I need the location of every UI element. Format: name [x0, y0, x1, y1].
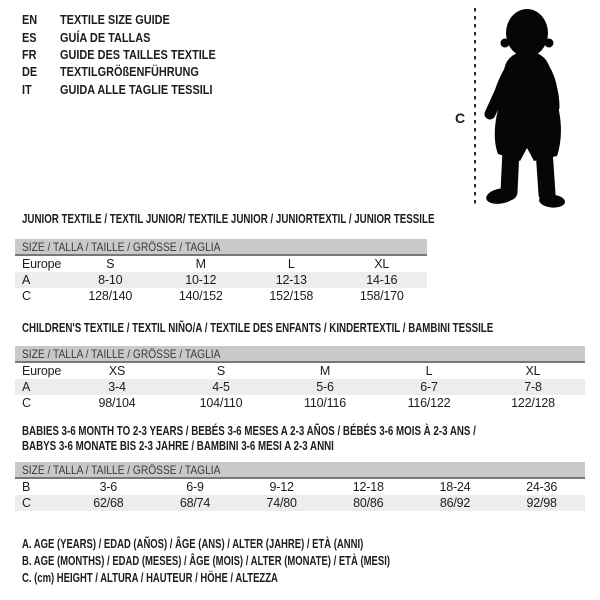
language-title-text: GUIDA ALLE TAGLIE TESSILI: [60, 81, 213, 97]
note-age-months: [22, 553, 526, 570]
table-row-age: [15, 272, 427, 288]
language-title-text: GUIDE DES TAILLES TEXTILE: [60, 46, 216, 62]
children-section-heading: [22, 320, 600, 335]
note-text: B. AGE (MONTHS) / EDAD (MESES) / ÂGE (MOIS) / ALTER (MONATE) / ETÀ (MESI): [22, 553, 390, 568]
legend-notes: [22, 536, 526, 587]
table-cell: 116/122: [407, 396, 451, 410]
babies-size-table: [15, 462, 585, 511]
row-label: C: [22, 289, 31, 303]
table-cell: 8-10: [65, 272, 156, 288]
children-heading-text: CHILDREN'S TEXTILE / TEXTIL NIÑO/A / TEXTILE DES ENFANTS / KINDERTEXTIL / BAMBINI TESSILE: [22, 320, 494, 335]
row-label: Europe: [22, 257, 62, 271]
table-cell: L: [425, 364, 433, 378]
table-cell: 4-5: [169, 379, 273, 395]
table-cell: S: [106, 257, 115, 271]
babies-heading-line1: BABIES 3-6 MONTH TO 2-3 YEARS / BEBÉS 3-6 MESES A 2-3 AÑOS / BÉBÉS 3-6 MOIS À 2-3 ANS /: [22, 423, 476, 438]
note-age-years: [22, 536, 526, 553]
height-measure-label: C: [455, 110, 466, 126]
row-label: A: [15, 379, 65, 395]
language-code: [22, 47, 60, 62]
language-row-it: [22, 81, 245, 98]
size-header-cell: [15, 239, 427, 255]
table-cell: S: [216, 364, 226, 378]
table-cell: 12-13: [246, 272, 337, 288]
table-cell: 158/170: [359, 289, 404, 303]
language-code-text: DE: [22, 64, 38, 80]
table-cell: 14-16: [337, 272, 428, 288]
table-row-height: [15, 495, 585, 511]
row-label: B: [22, 480, 31, 494]
table-cell: 9-12: [269, 480, 294, 494]
table-row-europe: [15, 362, 585, 379]
language-row-de: [22, 63, 245, 80]
babies-section-heading: [22, 423, 600, 453]
table-cell: 68/74: [152, 495, 239, 511]
table-row-height: [15, 395, 585, 411]
table-cell: M: [319, 364, 331, 378]
language-title-text: TEXTILGRÖßENFÜHRUNG: [60, 64, 199, 80]
toddler-silhouette-figure: [440, 0, 600, 215]
language-code-text: IT: [22, 81, 32, 97]
language-code: [22, 30, 60, 45]
table-cell: 18-24: [439, 480, 471, 494]
table-cell: 110/116: [304, 396, 346, 410]
table-cell: 6-7: [377, 379, 481, 395]
language-title: [60, 82, 242, 97]
language-title: [60, 12, 191, 27]
table-cell: 152/158: [269, 289, 314, 303]
size-header-text: SIZE / TALLA / TAILLE / GRÖSSE / TAGLIA: [22, 346, 221, 361]
language-code: [22, 82, 60, 97]
note-text: A. AGE (YEARS) / EDAD (AÑOS) / ÂGE (ANS) / ALTER (JAHRE) / ETÀ (ANNI): [22, 536, 364, 551]
row-label: C: [15, 495, 65, 511]
table-row-age: [15, 379, 585, 395]
table-cell: 128/140: [88, 289, 133, 303]
table-cell: 6-9: [186, 480, 204, 494]
language-code: [22, 64, 60, 79]
table-cell: XS: [108, 364, 126, 378]
size-header-cell: [15, 462, 585, 478]
language-code-text: ES: [22, 29, 37, 45]
size-header-row: [15, 346, 585, 362]
language-row-en: [22, 11, 245, 28]
table-cell: XL: [525, 364, 541, 378]
table-cell: M: [195, 257, 206, 271]
size-header-row: [15, 239, 427, 255]
size-header-cell: [15, 346, 585, 362]
table-cell: XL: [374, 257, 390, 271]
toddler-silhouette-icon: [485, 9, 566, 209]
babies-heading-line2: BABYS 3-6 MONATE BIS 2-3 JAHRE / BAMBINI 3-6 MESI A 2-3 ANNI: [22, 438, 334, 453]
table-cell: 80/86: [325, 495, 412, 511]
language-title: [60, 47, 245, 62]
size-header-row: [15, 462, 585, 478]
language-row-es: [22, 28, 245, 45]
row-label: A: [15, 272, 65, 288]
table-cell: 5-6: [273, 379, 377, 395]
language-code-text: EN: [22, 12, 38, 28]
table-row-months: [15, 478, 585, 495]
table-cell: 24-36: [526, 480, 558, 494]
row-label: Europe: [22, 364, 62, 378]
language-title: [60, 64, 225, 79]
children-size-table: [15, 346, 585, 411]
table-cell: 98/104: [98, 396, 136, 410]
size-header-text: SIZE / TALLA / TAILLE / GRÖSSE / TAGLIA: [22, 239, 221, 254]
junior-size-table: [15, 239, 427, 304]
language-title-text: TEXTILE SIZE GUIDE: [60, 12, 170, 28]
language-code-text: FR: [22, 46, 37, 62]
language-row-fr: [22, 46, 245, 63]
table-cell: 7-8: [481, 379, 585, 395]
note-text: C. (cm) HEIGHT / ALTURA / HAUTEUR / HÖHE / ALTEZZA: [22, 570, 278, 585]
junior-heading-text: JUNIOR TEXTILE / TEXTIL JUNIOR/ TEXTILE JUNIOR / JUNIORTEXTIL / JUNIOR TESSILE: [22, 211, 435, 226]
table-cell: 62/68: [65, 495, 152, 511]
table-cell: 12-18: [352, 480, 384, 494]
language-title: [60, 30, 168, 45]
language-title-list: [22, 11, 245, 98]
language-code: [22, 12, 60, 27]
table-row-height: [15, 288, 427, 304]
table-row-europe: [15, 255, 427, 272]
table-cell: 92/98: [498, 495, 585, 511]
note-height-cm: [22, 570, 526, 587]
row-label: C: [22, 396, 31, 410]
junior-section-heading: [22, 211, 572, 226]
table-cell: 104/110: [199, 396, 243, 410]
table-cell: 3-6: [99, 480, 118, 494]
table-cell: 140/152: [178, 289, 223, 303]
table-cell: 122/128: [511, 396, 555, 410]
size-header-text: SIZE / TALLA / TAILLE / GRÖSSE / TAGLIA: [22, 462, 221, 477]
table-cell: 74/80: [238, 495, 325, 511]
language-title-text: GUÍA DE TALLAS: [60, 29, 151, 45]
table-cell: 10-12: [156, 272, 247, 288]
table-cell: 3-4: [65, 379, 169, 395]
table-cell: 86/92: [412, 495, 499, 511]
table-cell: L: [287, 257, 295, 271]
